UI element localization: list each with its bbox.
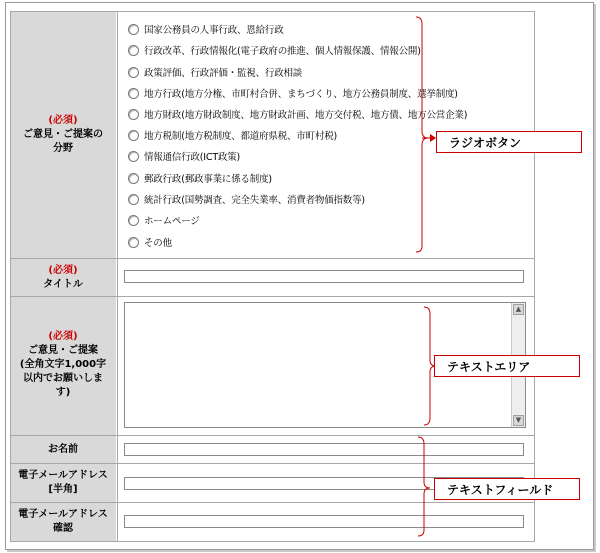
textarea-callout: テキストエリア [434,355,580,377]
opinion-label-line: す) [55,387,71,398]
textfield-bracket [418,437,430,536]
category-label-text: ご意見・ご提案の分野 [23,129,103,154]
scroll-down-icon[interactable]: ▼ [513,415,524,426]
scroll-up-icon[interactable]: ▲ [513,304,524,315]
option-label: 地方財政(地方財政制度、地方財政計画、地方交付税、地方債、地方公営企業) [144,110,468,121]
opinion-label-line: ご意見・ご提案 [28,345,98,356]
option-label: 国家公務員の人事行政、恩給行政 [144,25,284,36]
opinion-label-line: (全角文字1,000字 [19,359,107,370]
option-label: 地方行政(地方分権、市町村合併、まちづくり、地方公務員制度、選挙制度) [144,89,458,100]
option-label: 郵政行政(郵政事業に係る制度) [144,174,272,185]
option-label: 政策評価、行政評価・監視、行政相談 [144,68,303,79]
option-label: ホームページ [144,216,200,227]
option-label: 情報通信行政(ICT政策) [144,152,241,163]
email-confirm-label-line: 電子メールアドレス [18,509,108,520]
option-label: 地方税制(地方税制度、都道府県税、市町村税) [144,131,338,142]
textfield-callout: テキストフィールド [434,478,580,500]
radio-callout: ラジオボタン [436,131,582,153]
name-label-text: お名前 [48,444,78,455]
option-label: その他 [144,238,172,249]
required-mark: (必須) [48,265,78,276]
required-mark: (必須) [48,115,78,126]
required-mark: (必須) [48,331,78,342]
title-label-text: タイトル [43,279,83,290]
radio-bracket [416,17,428,252]
email-label-line: 電子メールアドレス [18,470,108,481]
email-confirm-label-line: 確認 [53,523,73,534]
email-label-line: [半角] [48,484,78,495]
option-label: 行政改革、行政情報化(電子政府の推進、個人情報保護、情報公開) [144,46,421,57]
opinion-label-line: 以内でお願いしま [23,373,103,384]
option-label: 統計行政(国勢調査、完全失業率、消費者物価指数等) [144,195,365,206]
